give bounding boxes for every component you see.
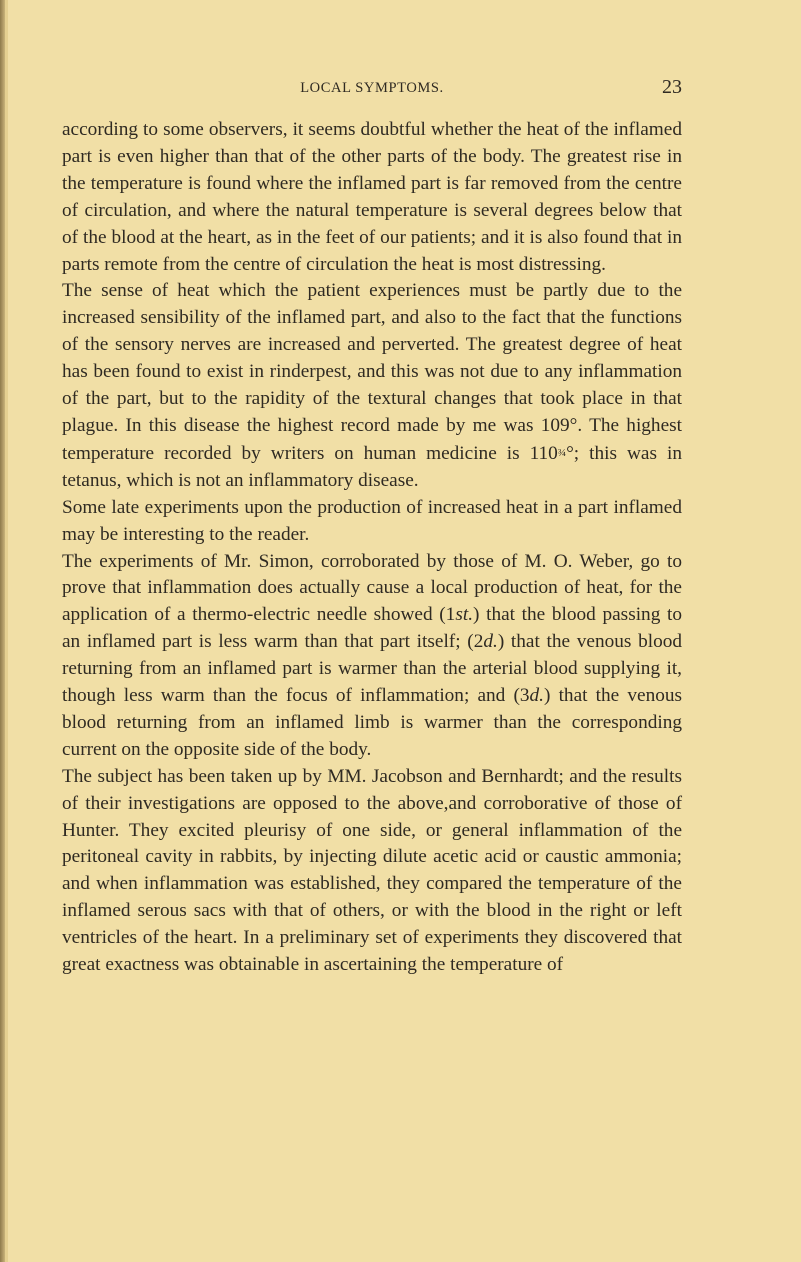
page-header [62, 78, 682, 102]
body-text [62, 117, 682, 979]
running-head: LOCAL SYMPTOMS. [300, 80, 444, 96]
paragraph-4-text: The experiments of Mr. Simon, corroborated by those of M. O. Weber, go to prove that inflammation does actually cause a local production of heat, for the application of a thermo-electric needle showed (1 [62, 550, 682, 626]
paragraph-2-text-end: °; this was in tetanus, which is not an inflammatory disease. [62, 442, 682, 491]
paragraph-2 [62, 278, 682, 494]
italic-ordinal: d. [483, 631, 498, 653]
italic-ordinal: st. [455, 604, 474, 626]
page-gutter [5, 0, 8, 1262]
paragraph-4-text: ) that the venous blood returning from an inflamed part is warmer than the arterial blood supplying it, though less warm than the focus of inflammation; and (3 [62, 631, 682, 707]
paragraph-1: according to some observers, it seems doubtful whether the heat of the inflamed part is even higher than that of the other parts of the body. The greatest rise in the temperature is found where the inflamed part is far removed from the centre of circulation, and where the natural temperature is several degrees below that of the blood at the heart, as in the feet of our patients; and it is also found that in parts remote from the centre of circulation the heat is most distressing. [62, 119, 682, 275]
paragraph-4 [62, 549, 682, 764]
paragraph-4-text: ) that the venous blood returning from an inflamed limb is warmer than the corresponding current on the opposite side of the body. [62, 685, 682, 760]
paragraph-3: Some late experiments upon the production of increased heat in a part inflamed may be interesting to the reader. [62, 496, 682, 545]
paragraph-2-text: The sense of heat which the patient experiences must be partly due to the increased sensibility of the inflamed part, and also to the fact that the functions of the sensory nerves are increased and perverted. The greatest degree of heat has been found to exist in rinderpest, and this was not due to any inflammation of the part, but to the rapidity of the textural changes that took place in that plague. In this disease the highest record made by me was 109°. The highest temperature recorded by writers on human medicine is 110 [62, 280, 682, 464]
fraction-three-quarters: ¾ [557, 446, 567, 459]
paragraph-5: The subject has been taken up by MM. Jacobson and Bernhardt; and the results of their investigations are opposed to the above,and corroborative of those of Hunter. They excited pleurisy of one side, or general inflammation of the peritoneal cavity in rabbits, by injecting dilute acetic acid or caustic ammonia; and when inflammation was established, they compared the temperature of the inflamed serous sacs with that of others, or with the blood in the right or left ventricles of the heart. In a preliminary set of experiments they discovered that great exactness was obtainable in ascertaining the temperature of [62, 765, 682, 976]
page-number: 23 [662, 76, 682, 98]
italic-ordinal: d. [529, 685, 544, 707]
paragraph-4-text: ) that the blood passing to an inflamed part is less warm than that part itself; (2 [62, 604, 682, 653]
